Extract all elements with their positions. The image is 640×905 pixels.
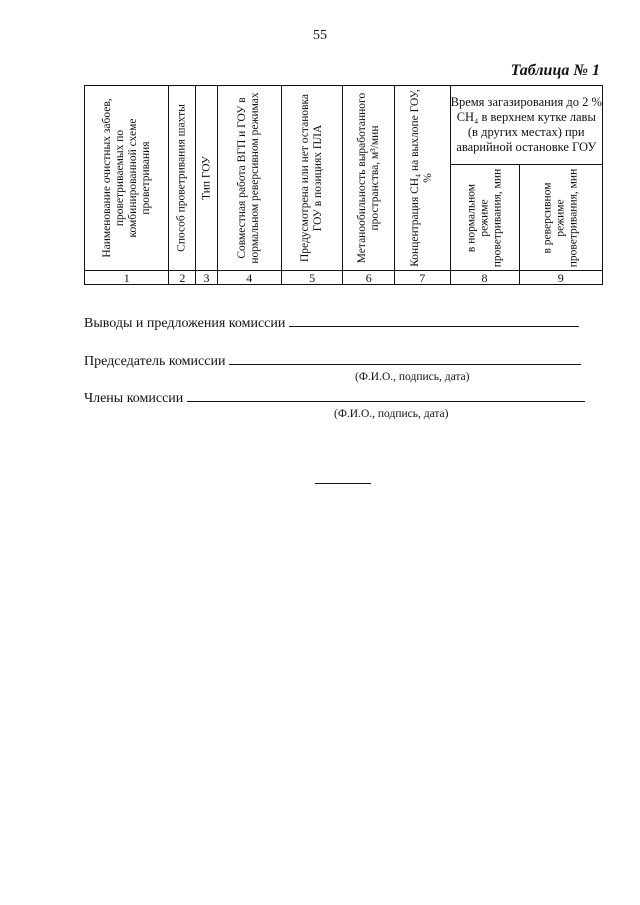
column-number: 4 (217, 271, 281, 285)
members-row (84, 389, 604, 407)
column-number: 8 (450, 271, 519, 285)
column-header-6: Метанообильность выработанного пространства, м³/мин (343, 86, 394, 271)
column-header-5: Предусмотрена или нет остановка ГОУ в позициях ПЛА (281, 86, 343, 271)
column-header-9: в реверсивном режиме проветривания, мин (519, 165, 602, 271)
column-header-1: Наименование очистных забоев, проветриваемых по комбинированной схеме проветривания (85, 86, 169, 271)
column-header-8: в нормальном режиме проветривания, мин (450, 165, 519, 271)
table-title: Таблица № 1 (510, 62, 600, 79)
members-label: Члены комиссии (84, 391, 184, 406)
column-numbers-row (85, 271, 603, 285)
chairman-caption: (Ф.И.О., подпись, дата) (355, 371, 470, 383)
column-number: 9 (519, 271, 602, 285)
members-caption: (Ф.И.О., подпись, дата) (334, 408, 449, 420)
members-line[interactable] (187, 389, 585, 402)
column-header-7: Концентрация CH₄ на выхлопе ГОУ, % (394, 86, 450, 271)
conclusions-label: Выводы и предложения комиссии (84, 316, 286, 331)
column-number: 6 (343, 271, 394, 285)
page-number: 55 (313, 28, 327, 43)
column-number: 2 (169, 271, 196, 285)
chairman-label: Председатель комиссии (84, 354, 226, 369)
chairman-row (84, 352, 604, 370)
column-number: 1 (85, 271, 169, 285)
group-header: Время загазирования до 2 % CH₄ в верхнем кутке лавы (в других местах) при аварийной остановке ГОУ (450, 86, 602, 165)
column-number: 3 (196, 271, 218, 285)
conclusions-line[interactable] (289, 314, 579, 327)
column-number: 7 (394, 271, 450, 285)
column-header-3: Тип ГОУ (196, 86, 218, 271)
conclusions-row (84, 314, 604, 332)
end-dash (315, 483, 371, 484)
column-header-2: Способ проветривания шахты (169, 86, 196, 271)
chairman-line[interactable] (229, 352, 581, 365)
commission-table (84, 85, 603, 285)
column-number: 5 (281, 271, 343, 285)
column-header-4: Совместная работа ВГП и ГОУ в нормальном реверсивном режимах (217, 86, 281, 271)
